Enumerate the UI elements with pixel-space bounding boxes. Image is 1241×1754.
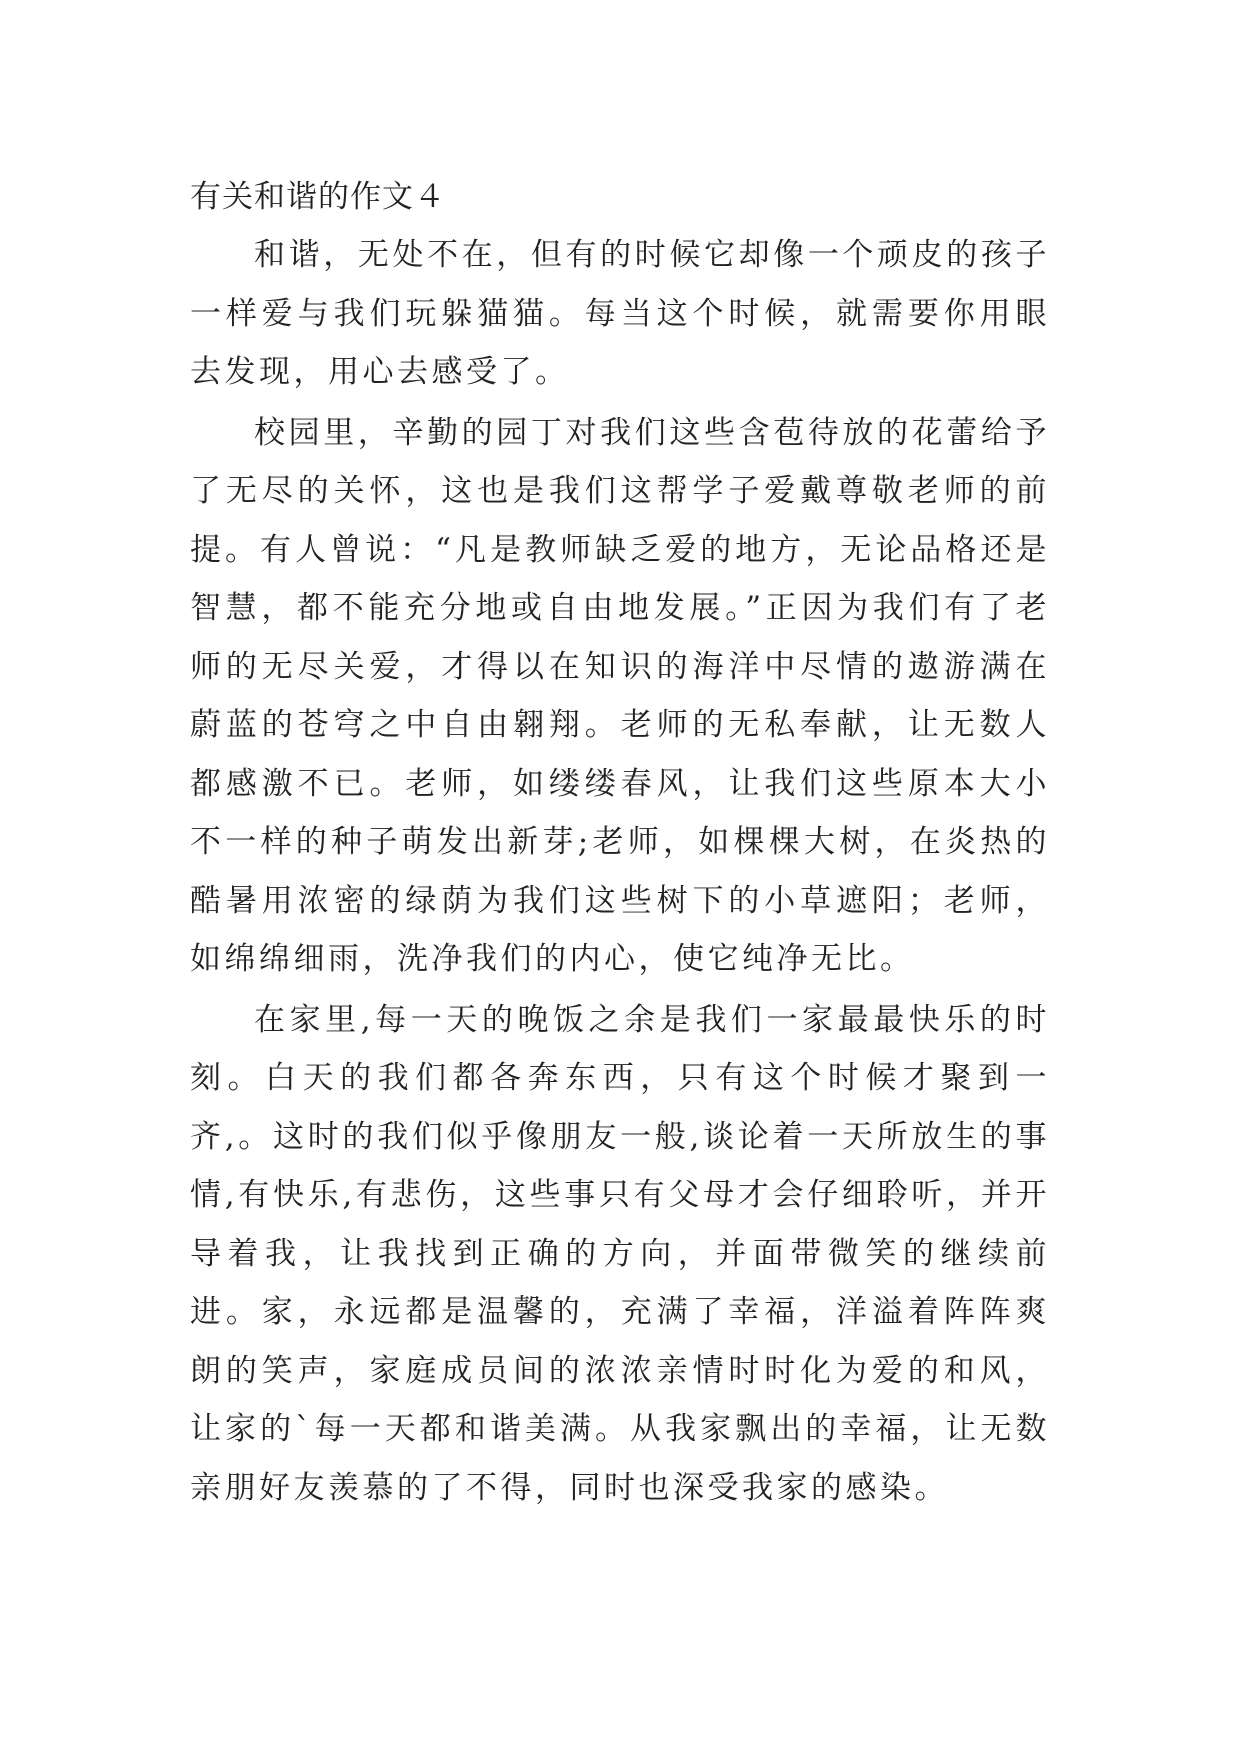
essay-body	[190, 168, 1050, 1519]
paragraph-intro: 和谐，无处不在，但有的时候它却像一个顽皮的孩子一样爱与我们玩躲猫猫。每当这个时候，就需要你用眼去发现，用心去感受了。	[190, 237, 1050, 390]
paragraph-home: 在家里,每一天的晚饭之余是我们一家最最快乐的时刻。白天的我们都各奔东西，只有这个时候才聚到一齐,。这时的我们似乎像朋友一般,谈论着一天所放生的事情,有快乐,有悲伤，这些事只有父母才会仔细聆听，并开导着我，让我找到正确的方向，并面带微笑的继续前进。家，永远都是温馨的，充满了幸福，洋溢着阵阵爽朗的笑声，家庭成员间的浓浓亲情时时化为爱的和风，让家的`每一天都和谐美满。从我家飘出的幸福，让无数亲朋好友羡慕的了不得，同时也深受我家的感染。	[190, 1001, 1050, 1506]
essay-title: 有关和谐的作文４	[190, 179, 446, 215]
paragraph-school: 校园里，辛勤的园丁对我们这些含苞待放的花蕾给予了无尽的关怀，这也是我们这帮学子爱戴尊敬老师的前提。有人曾说：“凡是教师缺乏爱的地方，无论品格还是智慧，都不能充分地或自由地发展。”正因为我们有了老师的无尽关爱，才得以在知识的海洋中尽情的遨游满在蔚蓝的苍穹之中自由翱翔。老师的无私奉献，让无数人都感激不已。老师，如缕缕春风，让我们这些原本大小不一样的种子萌发出新芽;老师，如棵棵大树，在炎热的酷暑用浓密的绿荫为我们这些树下的小草遮阳；老师，如绵绵细雨，洗净我们的内心，使它纯净无比。	[190, 414, 1050, 977]
